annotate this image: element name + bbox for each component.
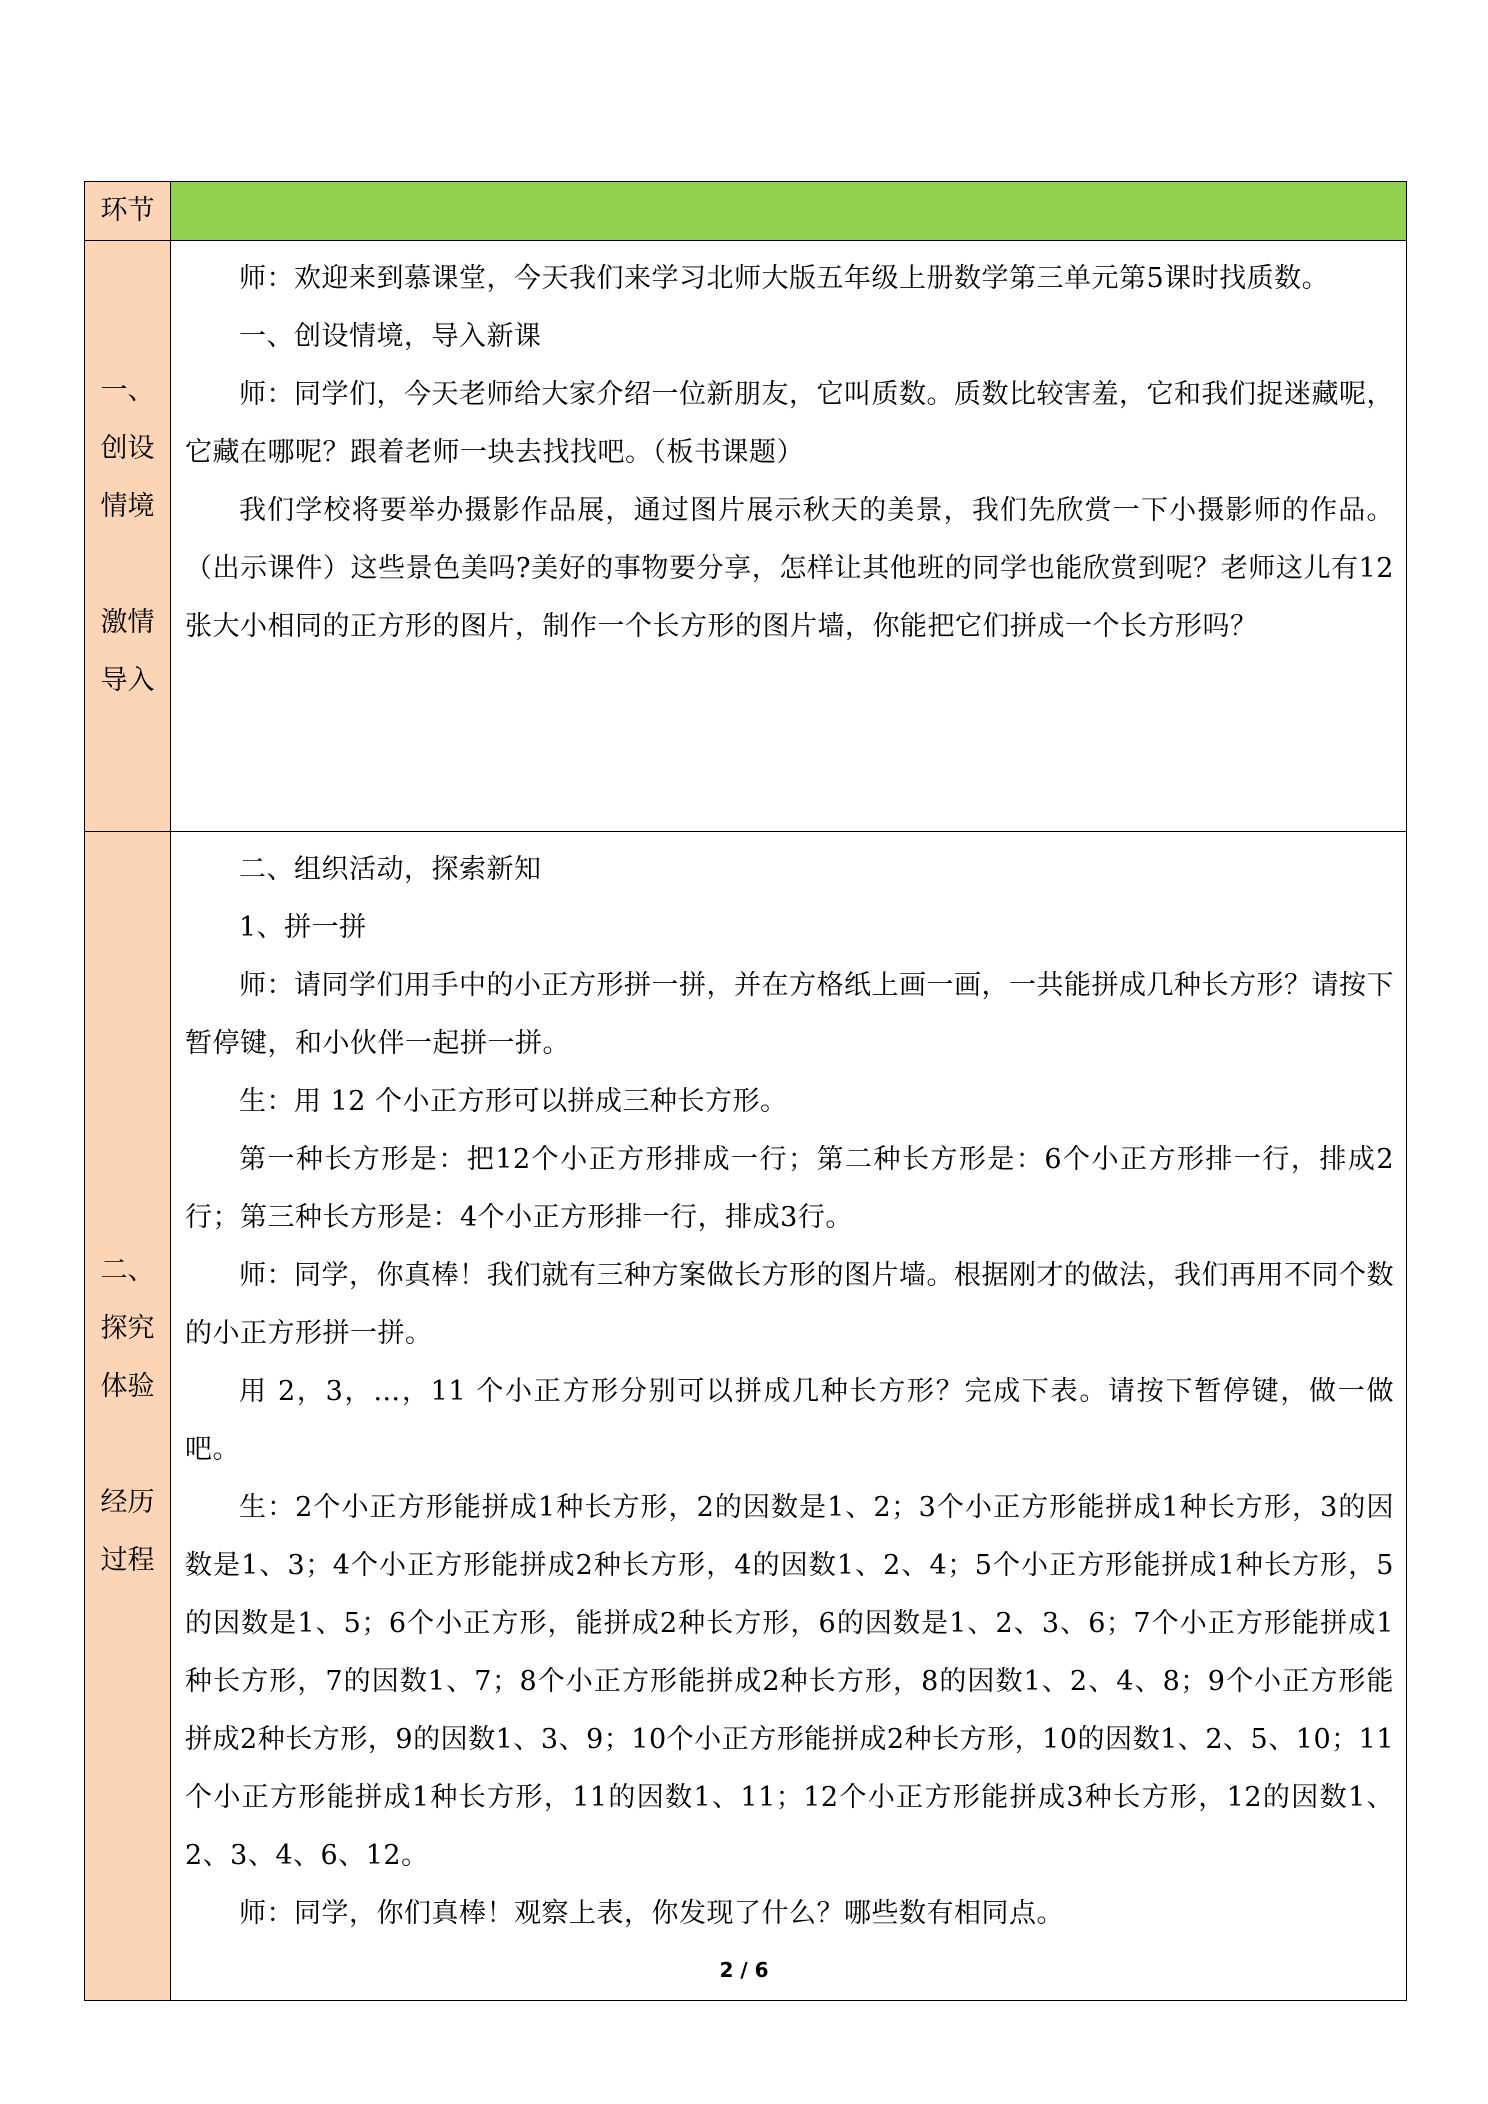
paragraph: 师：请同学们用手中的小正方形拼一拼，并在方格纸上画一画，一共能拼成几种长方形？请按下暂停键，和小伙伴一起拼一拼。 bbox=[185, 970, 1394, 1059]
paragraph: 师：欢迎来到慕课堂，今天我们来学习北师大版五年级上册数学第三单元第5课时找质数。 bbox=[239, 263, 1330, 294]
stage-line: 探究 bbox=[100, 1313, 155, 1344]
stage-line: 导入 bbox=[100, 665, 155, 696]
stage-line: 情境 bbox=[100, 491, 155, 522]
paragraph: 第一种长方形是：把12个小正方形排成一行；第二种长方形是：6个小正方形排一行，排成2行；第三种长方形是：4个小正方形排一行，排成3行。 bbox=[185, 1144, 1394, 1233]
paragraph: 师：同学，你真棒！我们就有三种方案做长方形的图片墙。根据刚才的做法，我们再用不同个数的小正方形拼一拼。 bbox=[185, 1260, 1394, 1349]
paragraph: 用 2，3，…，11 个小正方形分别可以拼成几种长方形？完成下表。请按下暂停键，做一做吧。 bbox=[185, 1376, 1394, 1465]
stage-cell bbox=[85, 241, 171, 832]
paragraph: 生：2个小正方形能拼成1种长方形，2的因数是1、2；3个小正方形能拼成1种长方形，3的因数是1、3；4个小正方形能拼成2种长方形，4的因数1、2、4；5个小正方形能拼成1种长方形，5的因数是1、5；6个小正方形，能拼成2种长方形，6的因数是1、2、3、6；7个小正方形能拼成1种长方形，7的因数1、7；8个小正方形能拼成2种长方形，8的因数1、2、4、8；9个小正方形能拼成2种长方形，9的因数1、3、9；10个小正方形能拼成2种长方形，10的因数1、2、5、10；11个小正方形能拼成1种长方形，11的因数1、11；12个小正方形能拼成3种长方形，12的因数1、2、3、4、6、12。 bbox=[185, 1492, 1394, 1871]
section-heading: 一、创设情境，导入新课 bbox=[239, 321, 542, 352]
stage-line: 体验 bbox=[100, 1371, 155, 1402]
paragraph: 我们学校将要举办摄影作品展，通过图片展示秋天的美景，我们先欣赏一下小摄影师的作品。（出示课件）这些景色美吗?美好的事物要分享，怎样让其他班的同学也能欣赏到呢？老师这儿有12张大小相同的正方形的图片，制作一个长方形的图片墙，你能把它们拼成一个长方形吗？ bbox=[185, 495, 1394, 642]
stage-gap bbox=[101, 536, 155, 594]
stage-line: 创设 bbox=[100, 433, 155, 464]
stage-cell bbox=[85, 832, 171, 2001]
paragraph: 生：用 12 个小正方形可以拼成三种长方形。 bbox=[239, 1086, 788, 1117]
table-header-row bbox=[85, 182, 1407, 241]
stage-line: 过程 bbox=[100, 1545, 155, 1576]
paragraph: 师：同学，你们真棒！观察上表，你发现了什么？哪些数有相同点。 bbox=[239, 1898, 1064, 1929]
table-row bbox=[85, 241, 1407, 832]
header-content-cell bbox=[171, 182, 1407, 241]
table-row bbox=[85, 832, 1407, 2001]
stage-line: 经历 bbox=[100, 1487, 155, 1518]
stage-line: 激情 bbox=[100, 607, 155, 638]
stage-gap bbox=[101, 1416, 155, 1474]
stage-label bbox=[101, 1242, 155, 1590]
header-stage-cell: 环节 bbox=[85, 182, 171, 241]
lesson-plan-table bbox=[84, 181, 1407, 2001]
stage-line: 一、 bbox=[100, 375, 155, 406]
section-heading: 二、组织活动，探索新知 bbox=[239, 854, 542, 885]
content-cell bbox=[171, 241, 1407, 832]
stage-label bbox=[101, 362, 155, 710]
subsection-heading: 1、拼一拼 bbox=[239, 912, 367, 943]
paragraph: 师：同学们，今天老师给大家介绍一位新朋友，它叫质数。质数比较害羞，它和我们捉迷藏呢，它藏在哪呢？跟着老师一块去找找吧。（板书课题） bbox=[185, 379, 1394, 468]
content-cell bbox=[171, 832, 1407, 2001]
stage-line: 二、 bbox=[100, 1255, 155, 1286]
page-number: 2 / 6 bbox=[719, 1958, 769, 1982]
